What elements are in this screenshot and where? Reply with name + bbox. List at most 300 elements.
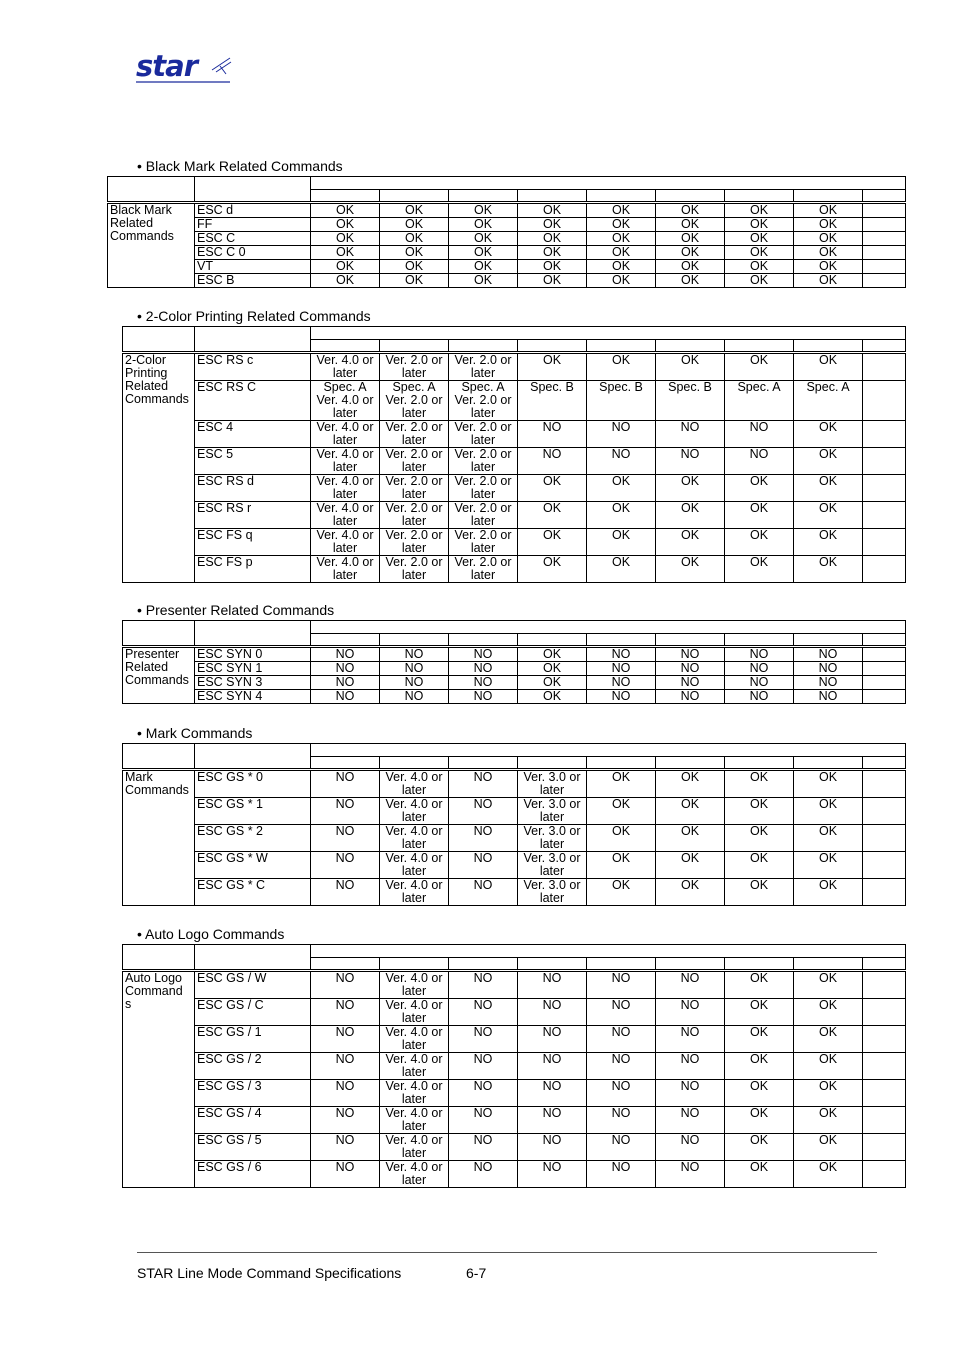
support-cell: OK (725, 1134, 794, 1161)
support-cell: Ver. 2.0 or later (449, 448, 518, 475)
header-blank (195, 177, 311, 203)
support-cell: NO (449, 1161, 518, 1188)
support-cell (863, 1026, 906, 1053)
model-header-cell (794, 340, 863, 353)
support-cell: OK (656, 825, 725, 852)
model-header-cell (380, 958, 449, 971)
support-cell: OK (518, 232, 587, 246)
model-header-cell (380, 757, 449, 770)
support-cell: NO (449, 798, 518, 825)
support-cell: OK (587, 246, 656, 260)
model-header-cell (863, 340, 906, 353)
support-cell: OK (449, 246, 518, 260)
command-compatibility-table (122, 326, 906, 583)
support-cell: OK (794, 1134, 863, 1161)
model-header-cell (449, 190, 518, 203)
support-cell: OK (311, 203, 380, 218)
support-cell: Ver. 4.0 or later (311, 529, 380, 556)
model-header-cell (794, 757, 863, 770)
header-blank (311, 327, 906, 340)
support-cell: Spec. A Ver. 2.0 or later (380, 381, 449, 421)
support-cell: OK (725, 274, 794, 288)
page-number: 6-7 (466, 1265, 487, 1281)
support-cell: NO (794, 662, 863, 676)
table-row (123, 971, 906, 999)
model-header-cell (587, 340, 656, 353)
support-cell: Ver. 4.0 or later (380, 1026, 449, 1053)
header-blank (123, 621, 195, 647)
support-cell: OK (794, 353, 863, 381)
model-header-cell (449, 757, 518, 770)
command-cell: ESC GS * W (195, 852, 311, 879)
support-cell: NO (311, 662, 380, 676)
support-cell (863, 529, 906, 556)
support-cell (863, 1080, 906, 1107)
support-cell (863, 421, 906, 448)
support-cell: OK (725, 1053, 794, 1080)
support-cell: OK (656, 502, 725, 529)
support-cell: OK (725, 246, 794, 260)
model-header-cell (518, 958, 587, 971)
support-cell: OK (725, 475, 794, 502)
support-cell: Ver. 4.0 or later (311, 353, 380, 381)
table-row (108, 274, 906, 288)
support-cell: OK (587, 798, 656, 825)
support-cell: OK (725, 971, 794, 999)
support-cell: NO (449, 1080, 518, 1107)
support-cell: OK (656, 770, 725, 798)
support-cell: Spec. A Ver. 4.0 or later (311, 381, 380, 421)
support-cell: NO (311, 825, 380, 852)
support-cell: OK (587, 475, 656, 502)
support-cell: OK (449, 260, 518, 274)
table-row (108, 218, 906, 232)
command-cell: ESC FS p (195, 556, 311, 583)
support-cell: NO (794, 690, 863, 704)
support-cell: NO (518, 971, 587, 999)
support-cell: OK (587, 260, 656, 274)
support-cell: Spec. A Ver. 2.0 or later (449, 381, 518, 421)
support-cell: NO (311, 798, 380, 825)
model-header-cell (449, 958, 518, 971)
table-row (123, 662, 906, 676)
svg-text:star: star (136, 52, 197, 83)
table-row (123, 475, 906, 502)
support-cell: OK (587, 529, 656, 556)
table-row (123, 770, 906, 798)
support-cell: OK (587, 770, 656, 798)
support-cell: OK (794, 879, 863, 906)
support-cell: NO (518, 1134, 587, 1161)
support-cell: Ver. 2.0 or later (380, 529, 449, 556)
model-header-cell (794, 190, 863, 203)
support-cell: NO (656, 1026, 725, 1053)
table-row (123, 647, 906, 662)
support-cell: NO (587, 1053, 656, 1080)
support-cell: OK (725, 1107, 794, 1134)
support-cell: NO (518, 999, 587, 1026)
model-header-cell (380, 190, 449, 203)
command-cell: ESC RS c (195, 353, 311, 381)
support-cell: NO (380, 690, 449, 704)
support-cell: OK (587, 825, 656, 852)
support-cell (863, 218, 906, 232)
support-cell: NO (656, 448, 725, 475)
support-cell: OK (311, 218, 380, 232)
support-cell: OK (380, 203, 449, 218)
model-header-cell (656, 757, 725, 770)
command-cell: ESC C (195, 232, 311, 246)
support-cell (863, 690, 906, 704)
model-header-cell (863, 190, 906, 203)
support-cell: NO (449, 676, 518, 690)
support-cell: OK (449, 274, 518, 288)
support-cell: OK (518, 662, 587, 676)
header-blank (123, 744, 195, 770)
command-cell: ESC GS / 6 (195, 1161, 311, 1188)
support-cell: Spec. A (725, 381, 794, 421)
section-title: • Auto Logo Commands (137, 926, 285, 942)
support-cell: OK (794, 971, 863, 999)
support-cell: OK (725, 852, 794, 879)
support-cell: OK (518, 475, 587, 502)
support-cell: OK (449, 232, 518, 246)
support-cell: NO (725, 676, 794, 690)
header-blank (311, 945, 906, 958)
support-cell: Ver. 4.0 or later (380, 825, 449, 852)
table-row (123, 999, 906, 1026)
table-row (123, 798, 906, 825)
support-cell: OK (725, 529, 794, 556)
support-cell: NO (518, 1026, 587, 1053)
support-cell: OK (656, 529, 725, 556)
table-row (123, 1053, 906, 1080)
model-header-cell (518, 340, 587, 353)
support-cell: OK (725, 260, 794, 274)
support-cell: OK (518, 556, 587, 583)
command-cell: ESC SYN 3 (195, 676, 311, 690)
support-cell: NO (380, 647, 449, 662)
support-cell: OK (656, 353, 725, 381)
header-blank (195, 327, 311, 353)
support-cell: OK (587, 502, 656, 529)
command-cell: ESC GS / 4 (195, 1107, 311, 1134)
table-row (123, 676, 906, 690)
support-cell: Ver. 4.0 or later (380, 1134, 449, 1161)
support-cell: NO (311, 971, 380, 999)
support-cell: OK (725, 825, 794, 852)
header-blank (108, 177, 195, 203)
support-cell: OK (380, 218, 449, 232)
table-row (123, 353, 906, 381)
support-cell: NO (794, 647, 863, 662)
support-cell: OK (656, 556, 725, 583)
support-cell: NO (311, 1053, 380, 1080)
model-header-cell (587, 634, 656, 647)
support-cell: NO (656, 421, 725, 448)
support-cell: OK (794, 1053, 863, 1080)
support-cell: NO (311, 999, 380, 1026)
support-cell: NO (311, 1107, 380, 1134)
support-cell: OK (380, 260, 449, 274)
support-cell: OK (587, 852, 656, 879)
model-header-cell (794, 958, 863, 971)
support-cell: NO (449, 770, 518, 798)
model-header-cell (863, 757, 906, 770)
model-header-cell (311, 757, 380, 770)
support-cell: NO (311, 879, 380, 906)
command-cell: ESC GS / 1 (195, 1026, 311, 1053)
command-cell: ESC SYN 1 (195, 662, 311, 676)
support-cell: OK (656, 218, 725, 232)
support-cell: NO (656, 1161, 725, 1188)
support-cell: OK (518, 690, 587, 704)
support-cell: Ver. 4.0 or later (380, 798, 449, 825)
model-header-cell (449, 634, 518, 647)
support-cell: Ver. 4.0 or later (380, 1107, 449, 1134)
support-cell: OK (449, 203, 518, 218)
support-cell: NO (449, 662, 518, 676)
support-cell: OK (656, 274, 725, 288)
support-cell: NO (656, 1134, 725, 1161)
support-cell: Ver. 3.0 or later (518, 770, 587, 798)
support-cell: Ver. 3.0 or later (518, 879, 587, 906)
support-cell (863, 770, 906, 798)
model-header-cell (656, 958, 725, 971)
support-cell: NO (518, 1080, 587, 1107)
support-cell: OK (518, 274, 587, 288)
support-cell: OK (794, 1161, 863, 1188)
support-cell (863, 232, 906, 246)
support-cell (863, 260, 906, 274)
support-cell: OK (725, 879, 794, 906)
support-cell: NO (587, 1107, 656, 1134)
star-logo (136, 52, 232, 84)
section-title: • Mark Commands (137, 725, 253, 741)
table-row (123, 1026, 906, 1053)
support-cell: OK (656, 246, 725, 260)
group-label: 2-Color Printing Related Commands (123, 353, 195, 583)
support-cell: OK (725, 556, 794, 583)
support-cell: NO (656, 1080, 725, 1107)
support-cell: OK (794, 852, 863, 879)
support-cell (863, 647, 906, 662)
support-cell: OK (518, 246, 587, 260)
command-cell: ESC GS / 5 (195, 1134, 311, 1161)
table-row (123, 1161, 906, 1188)
support-cell: OK (587, 353, 656, 381)
support-cell: OK (656, 879, 725, 906)
support-cell: OK (794, 529, 863, 556)
table-row (123, 529, 906, 556)
support-cell: NO (587, 1026, 656, 1053)
support-cell: OK (725, 1161, 794, 1188)
support-cell (863, 203, 906, 218)
support-cell: Ver. 2.0 or later (449, 502, 518, 529)
support-cell: Ver. 4.0 or later (380, 1053, 449, 1080)
support-cell: OK (380, 274, 449, 288)
support-cell: OK (794, 232, 863, 246)
support-cell (863, 475, 906, 502)
command-cell: ESC B (195, 274, 311, 288)
support-cell: Ver. 3.0 or later (518, 825, 587, 852)
support-cell: OK (587, 879, 656, 906)
group-label: Presenter Related Commands (123, 647, 195, 704)
support-cell: OK (449, 218, 518, 232)
table-row (123, 1134, 906, 1161)
support-cell: OK (587, 218, 656, 232)
model-header-cell (863, 958, 906, 971)
section-title: • Black Mark Related Commands (137, 158, 343, 174)
support-cell: OK (518, 502, 587, 529)
support-cell: NO (311, 852, 380, 879)
support-cell: Ver. 4.0 or later (380, 971, 449, 999)
command-cell: ESC GS * 2 (195, 825, 311, 852)
support-cell: OK (794, 1080, 863, 1107)
support-cell: OK (725, 232, 794, 246)
support-cell: NO (449, 1026, 518, 1053)
support-cell: Ver. 2.0 or later (449, 556, 518, 583)
support-cell: NO (656, 662, 725, 676)
support-cell: NO (311, 770, 380, 798)
support-cell: NO (449, 879, 518, 906)
footer-divider (137, 1252, 877, 1253)
support-cell (863, 999, 906, 1026)
support-cell: NO (587, 1134, 656, 1161)
model-header-cell (656, 340, 725, 353)
command-cell: ESC SYN 4 (195, 690, 311, 704)
section-title: • 2-Color Printing Related Commands (137, 308, 371, 324)
support-cell: OK (311, 246, 380, 260)
support-cell: OK (794, 999, 863, 1026)
header-blank (311, 621, 906, 634)
support-cell: NO (656, 676, 725, 690)
support-cell: NO (518, 1053, 587, 1080)
command-cell: ESC GS * C (195, 879, 311, 906)
group-label: Black Mark Related Commands (108, 203, 195, 288)
model-header-cell (587, 190, 656, 203)
support-cell (863, 852, 906, 879)
support-cell: Ver. 2.0 or later (449, 529, 518, 556)
support-cell: OK (794, 502, 863, 529)
command-cell: VT (195, 260, 311, 274)
support-cell: OK (656, 798, 725, 825)
support-cell: OK (725, 218, 794, 232)
model-header-cell (311, 634, 380, 647)
support-cell: OK (794, 825, 863, 852)
header-blank (311, 744, 906, 757)
support-cell: NO (725, 421, 794, 448)
header-blank (311, 177, 906, 190)
support-cell: OK (794, 475, 863, 502)
table-row (123, 1080, 906, 1107)
model-header-cell (725, 190, 794, 203)
support-cell (863, 1053, 906, 1080)
command-cell: ESC GS / 2 (195, 1053, 311, 1080)
support-cell: OK (656, 260, 725, 274)
support-cell: Spec. B (518, 381, 587, 421)
support-cell: OK (794, 770, 863, 798)
support-cell: OK (518, 353, 587, 381)
support-cell: OK (587, 232, 656, 246)
group-label: Mark Commands (123, 770, 195, 906)
footer-doc-title: STAR Line Mode Command Specifications (137, 1265, 402, 1281)
command-cell: ESC SYN 0 (195, 647, 311, 662)
support-cell: Ver. 4.0 or later (311, 502, 380, 529)
support-cell: NO (587, 690, 656, 704)
command-cell: ESC 5 (195, 448, 311, 475)
support-cell: NO (587, 1161, 656, 1188)
support-cell: OK (656, 475, 725, 502)
model-header-cell (449, 340, 518, 353)
support-cell: Spec. B (656, 381, 725, 421)
model-header-cell (794, 634, 863, 647)
support-cell (863, 798, 906, 825)
support-cell: NO (518, 421, 587, 448)
support-cell: NO (311, 1080, 380, 1107)
support-cell: OK (518, 218, 587, 232)
header-blank (123, 945, 195, 971)
support-cell: NO (656, 999, 725, 1026)
support-cell: OK (725, 502, 794, 529)
support-cell: OK (311, 274, 380, 288)
table-row (123, 421, 906, 448)
support-cell: NO (725, 662, 794, 676)
support-cell: OK (311, 232, 380, 246)
support-cell (863, 502, 906, 529)
model-header-cell (656, 634, 725, 647)
support-cell: NO (587, 647, 656, 662)
table-row (123, 852, 906, 879)
table-row (123, 879, 906, 906)
support-cell: OK (518, 529, 587, 556)
support-cell: OK (518, 203, 587, 218)
support-cell: OK (380, 232, 449, 246)
support-cell: NO (311, 1134, 380, 1161)
support-cell: NO (725, 448, 794, 475)
model-header-cell (725, 340, 794, 353)
support-cell: NO (656, 971, 725, 999)
support-cell (863, 676, 906, 690)
command-cell: ESC GS / W (195, 971, 311, 999)
command-compatibility-table (122, 743, 906, 906)
support-cell: Ver. 4.0 or later (311, 475, 380, 502)
support-cell: NO (449, 690, 518, 704)
table-row (108, 246, 906, 260)
table-row (108, 232, 906, 246)
header-blank (195, 744, 311, 770)
support-cell: NO (587, 999, 656, 1026)
support-cell: OK (794, 556, 863, 583)
support-cell: Ver. 4.0 or later (380, 1161, 449, 1188)
support-cell: Ver. 3.0 or later (518, 798, 587, 825)
support-cell: Ver. 4.0 or later (380, 879, 449, 906)
table-row (123, 1107, 906, 1134)
table-row (123, 690, 906, 704)
group-label: Auto Logo Command s (123, 971, 195, 1188)
command-compatibility-table (122, 944, 906, 1188)
support-cell: NO (656, 1053, 725, 1080)
support-cell: Ver. 4.0 or later (311, 448, 380, 475)
support-cell: Ver. 4.0 or later (380, 999, 449, 1026)
support-cell: Ver. 2.0 or later (380, 421, 449, 448)
support-cell: NO (380, 676, 449, 690)
command-cell: ESC RS d (195, 475, 311, 502)
support-cell: OK (794, 246, 863, 260)
support-cell: Ver. 2.0 or later (380, 556, 449, 583)
support-cell: NO (449, 825, 518, 852)
support-cell: OK (794, 260, 863, 274)
